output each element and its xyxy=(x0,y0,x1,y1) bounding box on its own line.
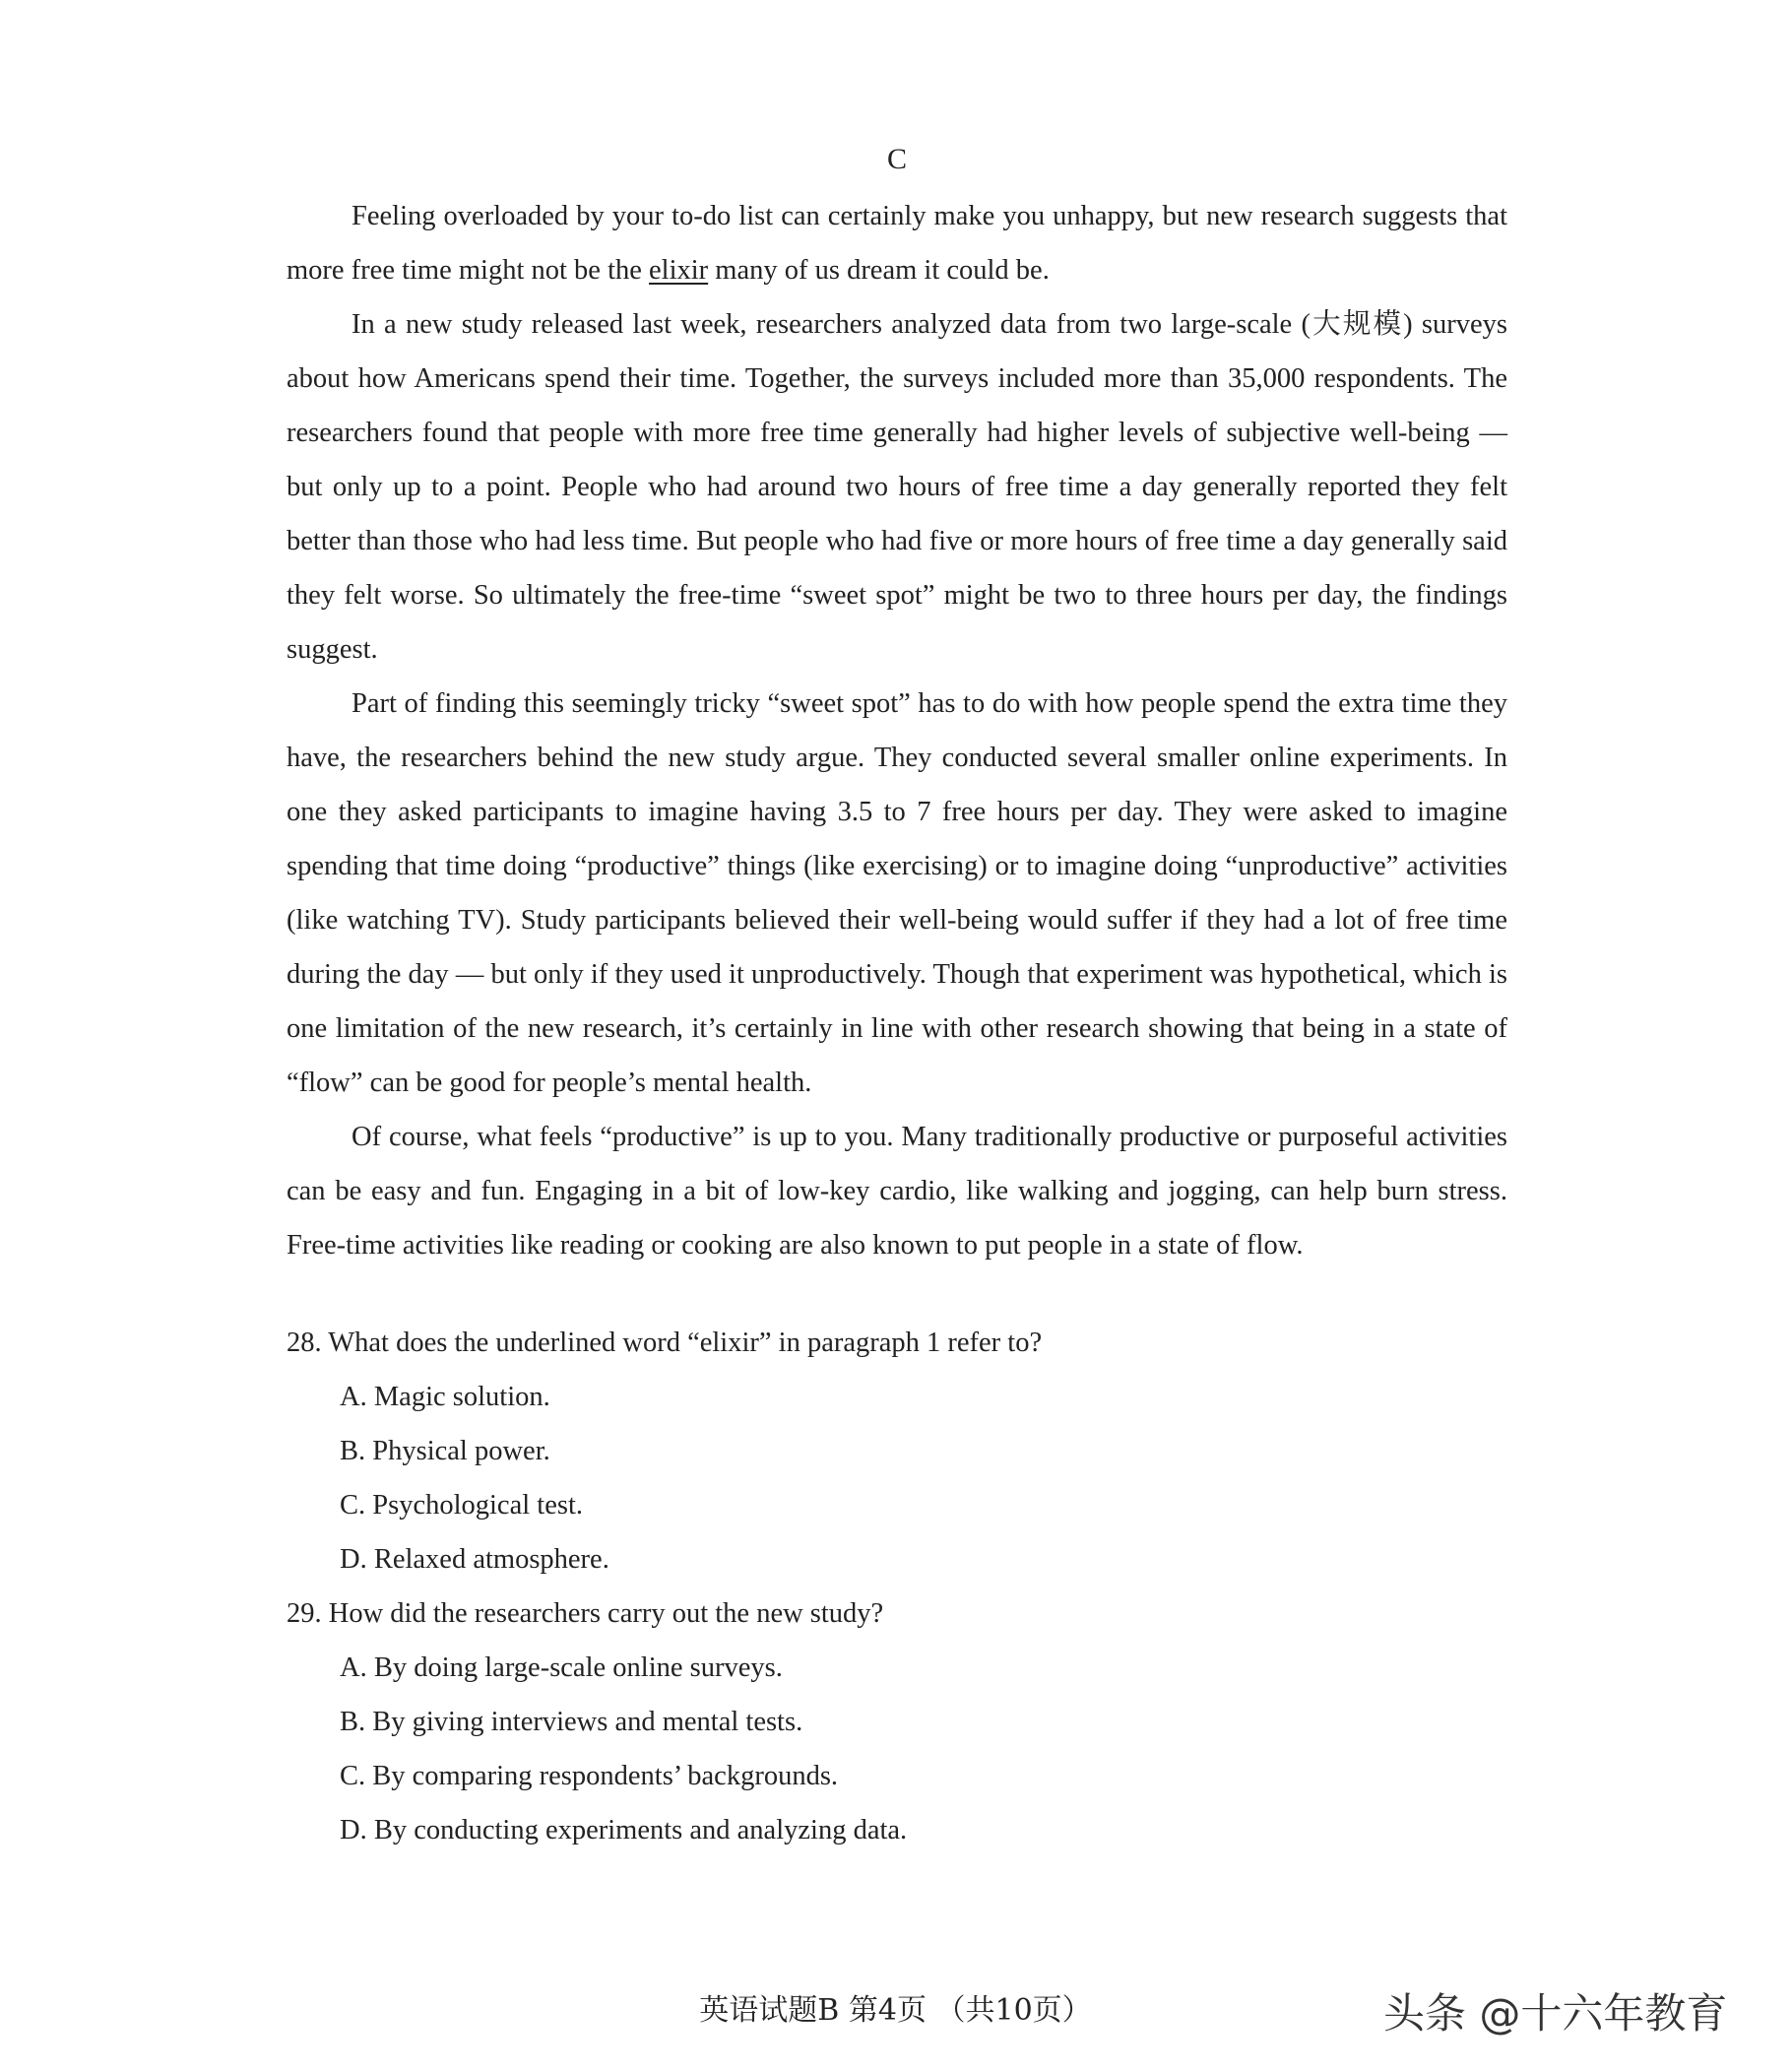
exam-page xyxy=(287,138,1507,1857)
paragraph-1-after: many of us dream it could be. xyxy=(708,255,1050,286)
question-28-option-a: A. Magic solution. xyxy=(340,1382,550,1412)
question-28-option-c: C. Psychological test. xyxy=(340,1490,583,1521)
underlined-word-elixir: elixir xyxy=(649,255,709,286)
watermark-text: 头条 @十六年教育 xyxy=(1383,1989,1728,2038)
question-29-option-a: A. By doing large-scale online surveys. xyxy=(340,1652,783,1683)
question-29-option-d: D. By conducting experiments and analyzing data. xyxy=(340,1815,908,1845)
paragraph-1-before: Feeling overloaded by your to-do list can certainly make you unhappy, but new research suggests that more free time might not be the xyxy=(287,201,1507,286)
question-28-option-b: B. Physical power. xyxy=(340,1436,550,1466)
question-29-option-b: B. By giving interviews and mental tests. xyxy=(340,1707,803,1737)
paragraph-4: Of course, what feels “productive” is up to you. Many traditionally productive or purposeful activities can be easy and fun. Engaging in a bit of low-key cardio, like walking and jogging, can help burn stress. Free-time activities like reading or cooking are also known to put people in a state of flow. xyxy=(287,1122,1507,1261)
question-28-option-d: D. Relaxed atmosphere. xyxy=(340,1544,609,1575)
questions-section xyxy=(287,1316,1507,1857)
question-29-stem: 29. How did the researchers carry out the new study? xyxy=(287,1598,884,1629)
paragraph-3: Part of finding this seemingly tricky “sweet spot” has to do with how people spend the extra time they have, the researchers behind the new study argue. They conducted several smaller online experiments. In one they asked participants to imagine having 3.5 to 7 free hours per day. They were asked to imagine spending that time doing “productive” things (like exercising) or to imagine doing “unproductive” activities (like watching TV). Study participants believed their well-being would suffer if they had a lot of free time during the day — but only if they used it unproductively. Though that experiment was hypothetical, which is one limitation of the new research, it’s certainly in line with other research showing that being in a state of “flow” can be good for people’s mental health. xyxy=(287,688,1507,1098)
question-28-stem: 28. What does the underlined word “elixir” in paragraph 1 refer to? xyxy=(287,1327,1043,1358)
section-letter: C xyxy=(886,143,907,175)
paragraph-2: In a new study released last week, researchers analyzed data from two large-scale (大规模) surveys about how Americans spend their time. Together, the surveys included more than 35,000 respondents. The researchers found that people with more free time generally had higher levels of subjective well-being — but only up to a point. People who had around two hours of free time a day generally reported they felt better than those who had less time. But people who had five or more hours of free time a day generally said they felt worse. So ultimately the free-time “sweet spot” might be two to three hours per day, the findings suggest. xyxy=(287,309,1507,665)
page-footer: 英语试题B 第4页 （共10页） xyxy=(699,1993,1092,2028)
question-29-option-c: C. By comparing respondents’ backgrounds. xyxy=(340,1761,839,1791)
paragraph-1 xyxy=(287,189,1507,297)
